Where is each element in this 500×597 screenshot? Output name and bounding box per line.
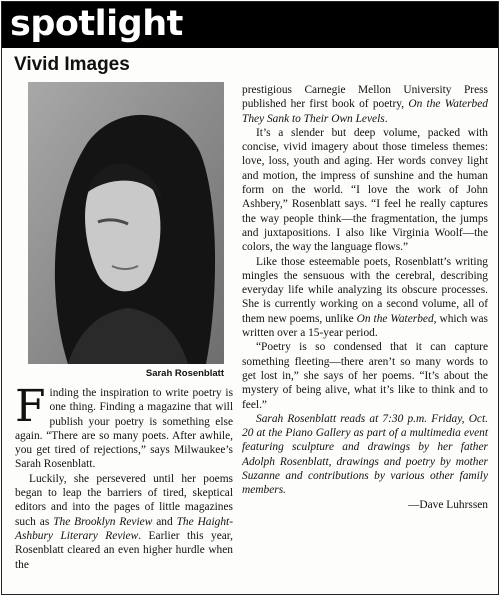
body-paragraph: Like those esteemable poets, Rosenblatt’s writing mingles the sensuous with the cerebral, describing everyday life while analyzing its obscure processes. She is currently working on a second volume, all of them new poems, unlike On the Waterbed, which was written over a 15-year period. (242, 255, 488, 340)
byline: —Dave Luhrssen (407, 498, 488, 511)
event-listing: Sarah Rosenblatt reads at 7:30 p.m. Friday, Oct. 20 at the Piano Gallery as part of a multimedia event featuring sculpture and drawings by her father Adolph Rosenblatt, drawings and poetry by mother Suzanne and contributions by various other family members. (242, 412, 488, 497)
section-title: spotlight (10, 4, 183, 44)
section-banner (2, 2, 498, 48)
article-column-left (15, 381, 234, 572)
body-paragraph: prestigious Carnegie Mellon University Press published her first book of poetry, On the Waterbed They Sank to Their Own Levels. (242, 84, 488, 125)
article-headline: Vivid Images (14, 54, 130, 75)
photo-caption: Sarah Rosenblatt (145, 368, 224, 379)
article-column-right (242, 83, 488, 512)
portrait-photo (28, 82, 224, 364)
portrait-image (28, 82, 224, 364)
newspaper-clipping (1, 1, 499, 595)
body-paragraph: “Poetry is so condensed that it can capture something fleeting—there aren’t so many words to get lost in,” she says of her poems. “It’s about the mystery of being alive, what it’s like to think and to feel.” (242, 341, 488, 411)
drop-cap: F (15, 381, 46, 432)
body-paragraph: Luckily, she persevered until her poems began to leap the barriers of tired, skeptical editors and into the pages of little magazines such as The Brooklyn Review and The Haight-Ashbury Literary Review. Earlier this year, Rosenblatt cleared an even higher hurdle when the (15, 472, 234, 571)
intro-paragraph: Finding the inspiration to write poetry is one thing. Finding a magazine that will publish your poetry is something else again. “There are so many poets. After awhile, you get tired of rejections,” says Milwaukee’s Sarah Rosenblatt. (15, 381, 233, 471)
body-paragraph: It’s a slender but deep volume, packed with concise, vivid imagery about those timeless themes: love, loss, youth and aging. Her words convey light and motion, the impress of sunshine and the human form on the world. “I love the work of John Ashbery,” Rosenblatt says. “I feel he really captures the way people think—the fragmentation, the jumps and juxtapositions. I also like Virginia Woolf—the colors, the way the language flows.” (242, 126, 488, 254)
